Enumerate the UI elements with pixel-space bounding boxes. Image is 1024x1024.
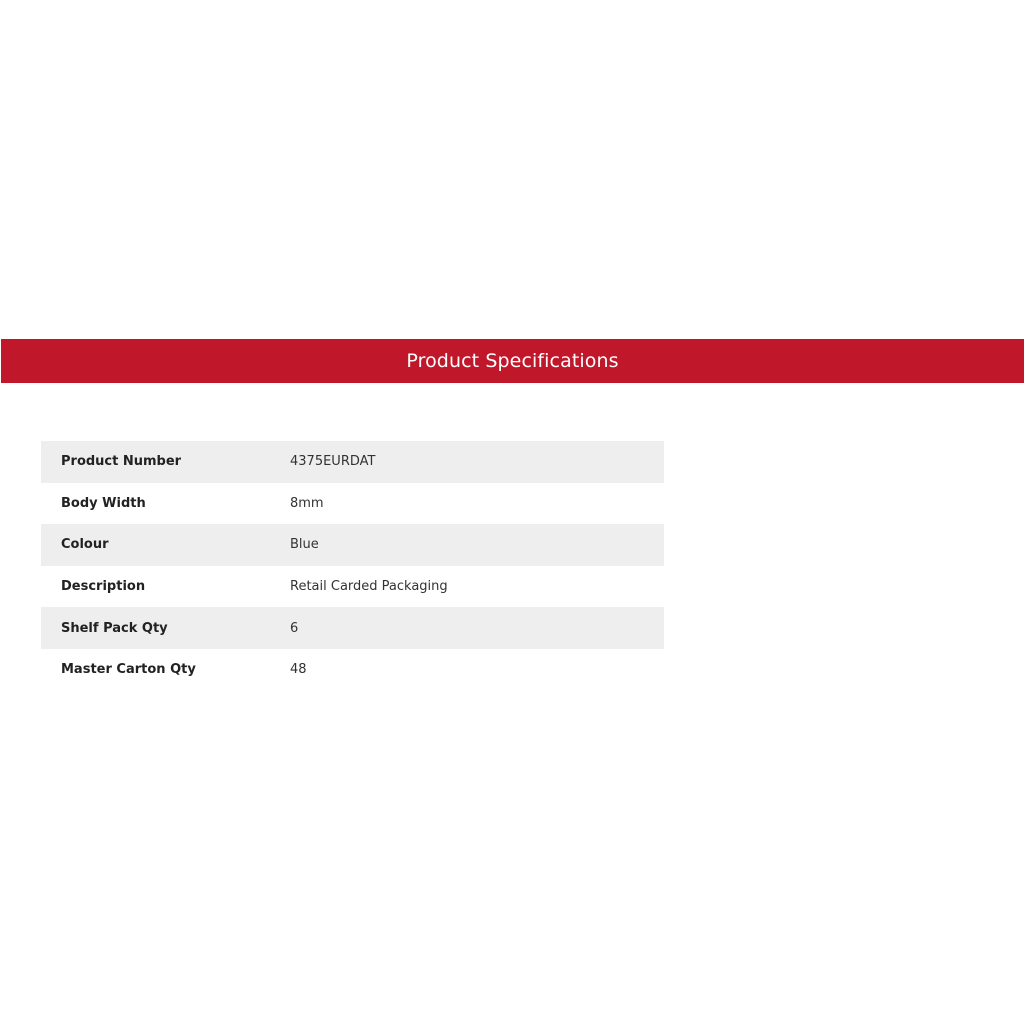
spec-value: Retail Carded Packaging xyxy=(290,579,448,595)
spec-row-description xyxy=(41,566,664,608)
specifications-title: Product Specifications xyxy=(406,350,619,372)
spec-label: Master Carton Qty xyxy=(61,662,196,678)
specifications-header-bar xyxy=(1,339,1024,383)
spec-value: 4375EURDAT xyxy=(290,454,376,470)
spec-label: Product Number xyxy=(61,454,182,470)
spec-label: Body Width xyxy=(61,495,146,511)
spec-row-colour xyxy=(41,524,664,566)
spec-row-master-carton-qty xyxy=(41,649,664,691)
spec-value: 48 xyxy=(290,662,307,678)
spec-label: Description xyxy=(61,579,146,595)
spec-label: Colour xyxy=(61,537,109,553)
spec-value: 6 xyxy=(290,620,299,636)
specifications-table xyxy=(41,441,664,691)
spec-value: 8mm xyxy=(290,495,324,511)
spec-row-product-number xyxy=(41,441,664,483)
spec-value: Blue xyxy=(290,537,319,553)
spec-row-body-width xyxy=(41,483,664,525)
spec-label: Shelf Pack Qty xyxy=(61,620,168,636)
spec-row-shelf-pack-qty xyxy=(41,607,664,649)
